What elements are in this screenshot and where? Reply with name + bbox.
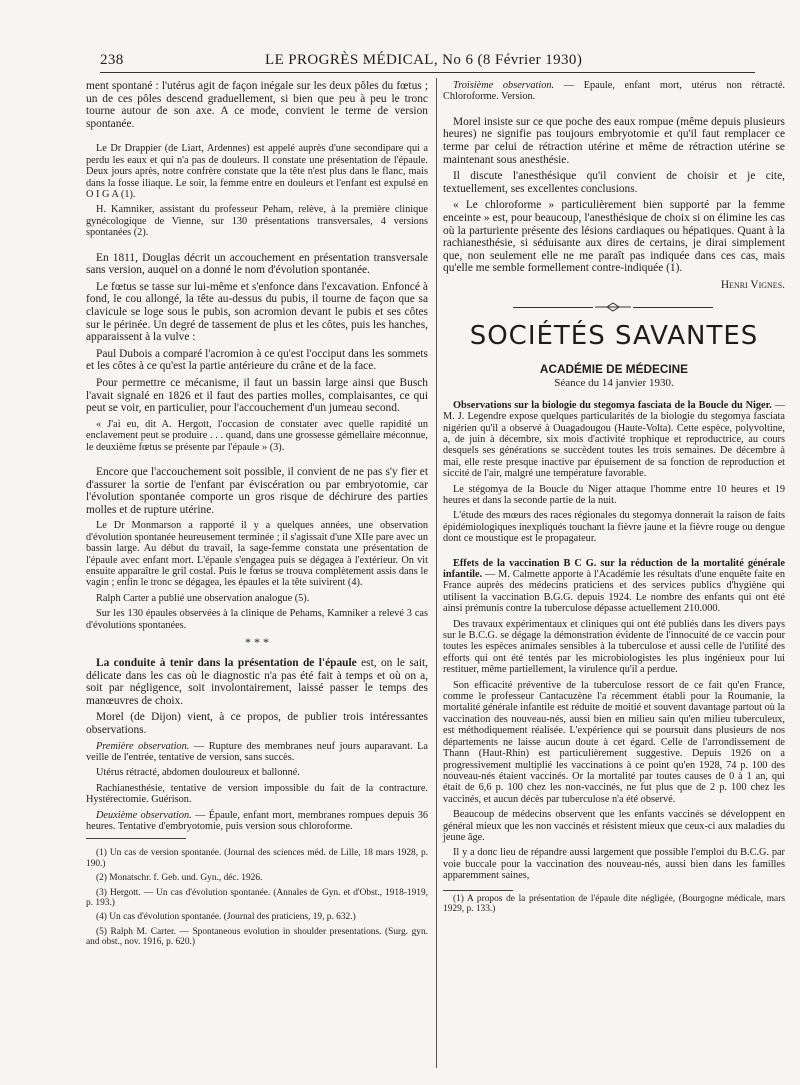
- ornament-divider: [443, 301, 785, 313]
- paragraph-text: — Epaule, enfant mort, utérus non rétracté. Chloroforme. Version.: [443, 80, 785, 103]
- paragraph: [86, 657, 428, 707]
- footnote: (4) Un cas d'évolution spontanée. (Journal des praticiens, 19, p. 632.): [96, 912, 356, 923]
- footnote-rule: [86, 838, 186, 843]
- observation-label: Première observation.: [96, 740, 190, 752]
- paragraph: Pour permettre ce mécanisme, il faut un bassin large ainsi que Busch l'avait signalé en 1826 et il faut des parties molles, complaisantes, ce qui peut se voir, en particulier, pour l'accouchement d'un jumeau second.: [86, 376, 428, 415]
- quotation: « J'ai eu, dit A. Hergott, l'occasion de constater avec quelle rapidité un enclavement peut se produire . . . quand, dans une grossesse gémellaire méconnue, le deuxième fœtus se présente par l'épaule » (3).: [86, 418, 428, 453]
- paragraph: Paul Dubois a comparé l'acromion à ce qu'est l'occiput dans les sommets et les côtes à ce qu'est la partie antérieure du crâne et de la face.: [86, 347, 428, 373]
- paragraph: Le fœtus se tasse sur lui-même et s'enfonce dans l'excavation. Enfoncé à fond, le cou allongé, la tête au-dessus du pubis, il tourne de façon que sa clavicule se loge sous le pubis, son acromion devant le pubis et ses côtes sur le périnée. Un degré de tassement de plus et les côtes, puis les hanches, apparaissent à la vulve :: [86, 280, 428, 344]
- header-rule: [100, 72, 755, 73]
- paragraph: ment spontané : l'utérus agit de façon inégale sur les deux pôles du fœtus ; un de ces pôles descend graduellement, si bien que peu à peu le tronc tourne autour de son axe. A ce mode, convient le terme de version spontanée.: [86, 80, 428, 130]
- paragraph: Le Dr Drappier (de Liart, Ardennes) est appelé auprès d'une secondipare qui a perdu les eaux et qui n'a pas de douleurs. Il constate une présentation de l'épaule. Deux jours après, notre confrère constate que la tête n'est plus dans le flanc, mais dans la fosse iliaque. Le soir, la femme entre en douleurs et l'enfant est expulsé en O I G A (1).: [86, 143, 428, 200]
- paragraph-text: apporte à l'Académie les résultats d'une enquête faite en France auprès des médecins praticiens et des services publics d'hygiène qui utilisent la vaccination B.G.G. depuis 1924. Le nombre des enfants qui ont été ainsi prémunis contre la tuberculose dépasse actuellement 210.000.: [443, 569, 786, 615]
- session-date: Séance du 14 janvier 1930.: [554, 377, 674, 390]
- column-divider: [436, 78, 437, 1068]
- article-title: Observations sur la biologie du stegomya fasciata de la Boucle du Niger.: [453, 399, 772, 411]
- paragraph: Le stégomya de la Boucle du Niger attaque l'homme entre 10 heures et 19 heures et dans la seconde partie de la nuit.: [443, 483, 785, 506]
- page-header: [100, 52, 755, 72]
- paragraph-text: expose quelques particularités de la biologie du stegomya fasciata nigérien qu'il a observé à Ouagadougou (Haute-Volta). Cette espèce, polyvoltine, a, de juin à décembre, six mois d'activité trophique et reproductrice, au cours desquels ses générations se succèdent toutes les trois semaines. De décembre à mai, elle reste presque inactive par épuisement de sa fonction de reproduction et siccité de l'air, malgré une température favorable.: [443, 411, 785, 480]
- section-title: SOCIÉTÉS SAVANTES: [469, 320, 759, 351]
- paragraph: « Le chloroforme » particulièrement bien supporté par la femme enceinte » est, pour beaucoup, l'anesthésique de choix si on élimine les cas où la parturiente présente des lésions cardiaques ou hépatiques. Quant à la rachianesthésie, si séduisante aux dires de certains, je dirai simplement que, non seulement elle ne me paraît pas indiquée dans ces cas, mais qu'elle me semble formellement contre-indiquée (1).: [443, 199, 785, 275]
- paragraph: Beaucoup de médecins observent que les enfants vaccinés se développent en général mieux que les non vaccinés et résistent mieux que ceux-ci aux maladies du jeune âge.: [443, 809, 785, 843]
- article-author: — M. Calmette: [482, 569, 550, 580]
- section-heading: La conduite à tenir dans la présentation de l'épaule: [96, 657, 357, 669]
- footnotes: [86, 848, 428, 947]
- paragraph: Morel (de Dijon) vient, à ce propos, de publier trois intéressantes observations.: [86, 711, 428, 736]
- paragraph: Il discute l'anesthésique qu'il convient de choisir et je cite, textuellement, ses excellentes conclusions.: [443, 170, 785, 195]
- left-column: [86, 80, 428, 952]
- article-author: — M. J. Legendre: [443, 399, 785, 423]
- paragraph: [443, 400, 785, 480]
- paragraph: Rachianesthésie, tentative de version impossible du fait de la contracture. Hystérectomie. Guérison.: [86, 782, 428, 806]
- paragraph-text: — Rupture des membranes neuf jours auparavant. La veille de l'entrée, tentative de version, sans succès.: [86, 740, 428, 763]
- author-signature: Henri Vignes.: [720, 278, 785, 291]
- observation-label: Deuxième observation.: [96, 809, 192, 821]
- footnote: (2) Monatschr. f. Geb. und. Gyn., déc. 1926.: [96, 873, 263, 884]
- observation-label: Troisième observation.: [453, 80, 555, 91]
- paragraph: Des travaux expérimentaux et cliniques qui ont été publiés dans les divers pays sur le B.C.G. se dégage la démonstration évidente de l'innocuité de ce vaccin pour toutes les espèces animales sensibles à la tuberculose et aussi celle de l'utilité des efforts qui ont été tentés par les microbiologistes les plus ingénieux pour lui restituer, même partiellement, la virulence qu'il a perdue.: [443, 618, 785, 676]
- paragraph-text: est, on le sait, délicate dans les cas où le diagnostic n'a pas été fait à temps et où on a, soit par négligence, soit involontairement, laissé passer le temps des manœuvres de choix.: [86, 657, 428, 707]
- page-number: 238: [100, 52, 124, 68]
- paragraph: Sur les 130 épaules observées à la clinique de Pehams, Kamniker a relevé 3 cas d'évolutions spontanées.: [86, 608, 428, 631]
- paragraph: Le Dr Monmarson a rapporté il y a quelques années, une observation d'évolution spontanée heureusement terminée ; il s'agissait d'une XIIe pare avec un bassin large. Au début du travail, la sage-femme constata une présentation de l'épaule avec enfant mort. L'épaule s'engagea puis se dégagea à l'extérieur. On vit ensuite apparaître le gril costal. Puis le fœtus se trouva complètement assis dans le vagin ; enfin le tronc se dégagea, les épaules et la tête suivirent (4).: [86, 520, 428, 589]
- academy-heading: ACADÉMIE DE MÉDECINE: [539, 361, 689, 376]
- footnote: (3) Hergott. — Un cas d'évolution spontanée. (Annales de Gyn. et d'Obst., 1918-1919, p. 193.): [86, 887, 428, 909]
- paragraph: Morel insiste sur ce que poche des eaux rompue (même depuis plusieurs heures) ne signifie pas toujours embryotomie et qu'il faut remplacer ce terme par celui de rétraction utérine et même de rétraction utérine se maintenant sous anesthésie.: [443, 115, 785, 166]
- paragraph: En 1811, Douglas décrit un accouchement en présentation transversale sans version, auquel on a donné le nom d'évolution spontanée.: [86, 251, 428, 277]
- right-column: [443, 80, 785, 918]
- footnote: (1) A propos de la présentation de l'épaule dite négligée, (Bourgogne médicale, mars 1929, p. 133.): [443, 893, 785, 914]
- paragraph: Ralph Carter a publié une observation analogue (5).: [96, 592, 310, 604]
- paragraph: [443, 558, 785, 615]
- paragraph: Utérus rétracté, abdomen douloureux et ballonné.: [96, 767, 300, 779]
- paragraph: [86, 741, 428, 764]
- paragraph: Encore que l'accouchement soit possible, il convient de ne pas s'y fier et d'assurer la sortie de l'enfant par éviscération ou par embryotomie, car l'évolution spontanée comporte un gros risque de déchirure des parties molles et de rupture utérine.: [86, 465, 428, 516]
- paragraph: Son efficacité préventive de la tuberculose ressort de ce fait qu'en France, comme le professeur Cantacuzène l'a récemment établi pour la Roumanie, la mortalité générale infantile est réduite de moitié et souvent davantage partout où la vaccination des nouveau-nés, aussi bien en milieu sain qu'en milieu tuberculeux, est méthodiquement réalisée. L'expérience qui se poursuit dans plusieurs de nos départements ne laisse aucun doute à cet égard. Celle de l'arrondissement de Thann (Haut-Rhin) est particulièrement suggestive. Depuis 1926 on a progressivement multiplié les vaccinations à ce point qu'en 1928, 74 p. 100 des nouveau-nés étaient vaccinés. Or la mortalité par toutes causes de 0 à 1 an, qui était de 6,6 p. 100 chez les non-vaccinés, ne fut plus que de 2 p. 100 chez les vaccinés, et aucun décès par tuberculose n'a été observé.: [443, 679, 785, 805]
- paragraph: [443, 80, 785, 103]
- footnote: (5) Ralph M. Carter. — Spontaneous evolution in shoulder presentations. (Surg. gyn. and obst., nov. 1916, p. 620.): [86, 926, 428, 948]
- ornament-icon: [593, 301, 633, 313]
- article-title: Effets de la vaccination B C G. sur la réduction de la mortalité générale infantile.: [443, 557, 785, 580]
- footnote: (1) Un cas de version spontanée. (Journal des sciences méd. de Lille, 18 mars 1928, p. 190.): [86, 848, 428, 869]
- paragraph: L'étude des mœurs des races régionales du stegomya donnerait la raison de faits épidémiologiques inexpliqués touchant la fièvre jaune et la fièvre rouge ou dengue dont ce moustique est le propagateur.: [443, 510, 785, 545]
- paragraph: Il y a donc lieu de répandre aussi largement que possible l'emploi du B.C.G. par voie buccale pour la vaccination des nouveau-nés, aussi bien dans les familles apparemment saines,: [443, 847, 785, 882]
- paragraph: [86, 810, 428, 833]
- journal-title: LE PROGRÈS MÉDICAL, No 6 (8 Février 1930): [265, 52, 583, 68]
- paragraph: H. Kamniker, assistant du professeur Peham, relève, à la première clinique gynécologique de Vienne, sur 130 présentations transversales, 4 versions spontanées (2).: [86, 204, 428, 239]
- paragraph-text: — Épaule, enfant mort, membranes rompues depuis 36 heures. Tentative d'embryotomie, puis version sous chloroforme.: [86, 809, 429, 832]
- section-stars: * * *: [245, 635, 269, 649]
